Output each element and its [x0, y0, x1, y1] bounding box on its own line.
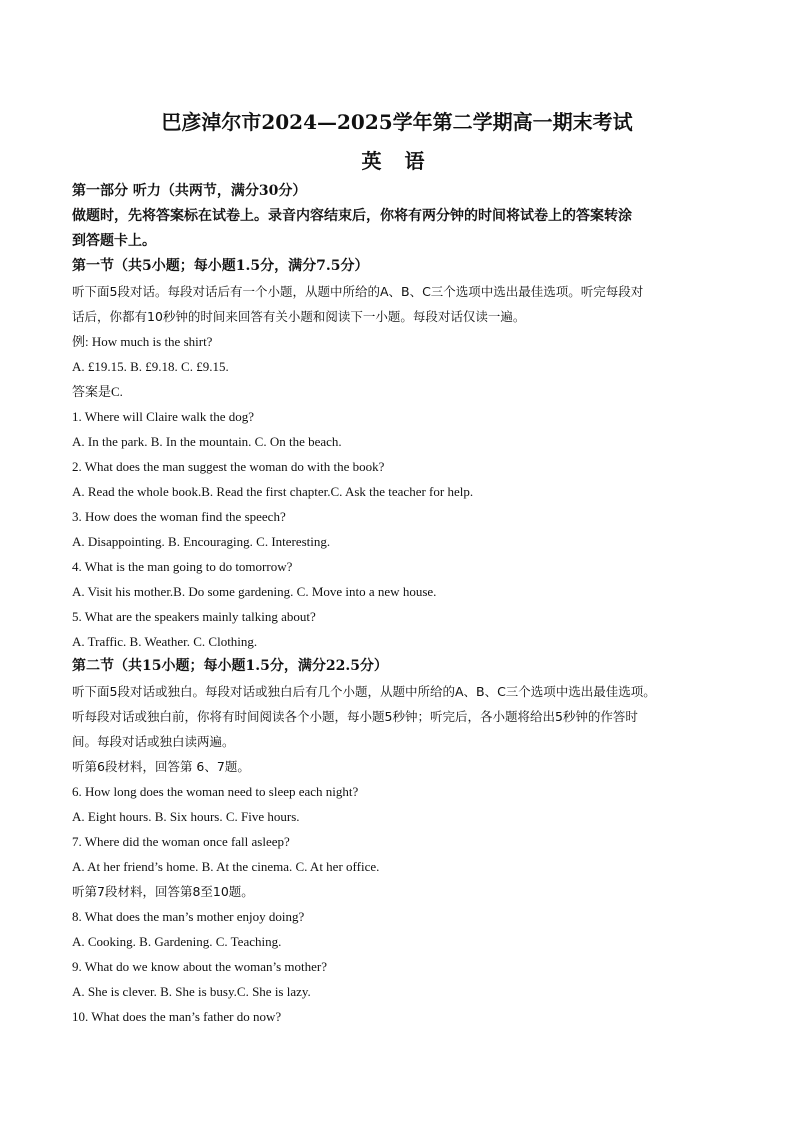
question-6-options: A. Eight hours. B. Six hours. C. Five hours.	[72, 809, 300, 824]
question-5: 5. What are the speakers mainly talking about?	[72, 609, 316, 624]
question-7: 7. Where did the woman once fall asleep?	[72, 834, 290, 849]
question-5-options: A. Traffic. B. Weather. C. Clothing.	[72, 634, 258, 649]
section1-instruction-cont: 话后，你都有10秒钟的时间来回答有关小题和阅读下一小题。每段对话仅读一遍。	[72, 309, 526, 324]
part1-heading: 第一部分 听力（共两节，满分30分）	[72, 183, 307, 199]
section1-heading: 第一节（共5小题；每小题1.5分，满分7.5分）	[72, 258, 369, 274]
example-question: 例: How much is the shirt?	[72, 334, 213, 349]
subject-title: 英 语	[361, 149, 433, 173]
question-3: 3. How does the woman find the speech?	[72, 509, 286, 524]
question-6: 6. How long does the woman need to sleep each night?	[72, 784, 359, 799]
material-7-note: 听第7段材料，回答第8至10题。	[72, 884, 254, 899]
question-8: 8. What does the man’s mother enjoy doing?	[72, 909, 305, 924]
section2-instruction: 听下面5段对话或独白。每段对话或独白后有几个小题，从题中所给的A、B、C三个选项中选出最佳选项。	[72, 684, 656, 699]
section2-instruction-end: 间。每段对话或独白读两遍。	[72, 734, 235, 749]
question-9-options: A. She is clever. B. She is busy.C. She is lazy.	[72, 984, 311, 999]
question-4: 4. What is the man going to do tomorrow?	[72, 559, 293, 574]
question-3-options: A. Disappointing. B. Encouraging. C. Interesting.	[72, 534, 331, 549]
question-2-options: A. Read the whole book.B. Read the first chapter.C. Ask the teacher for help.	[72, 484, 474, 499]
question-10: 10. What does the man’s father do now?	[72, 1009, 282, 1024]
example-options: A. £19.15. B. £9.18. C. £9.15.	[72, 359, 229, 374]
question-7-options: A. At her friend’s home. B. At the cinema. C. At her office.	[72, 859, 380, 874]
question-2: 2. What does the man suggest the woman do with the book?	[72, 459, 385, 474]
section2-instruction-cont: 听每段对话或独白前，你将有时间阅读各个小题，每小题5秒钟；听完后，各小题将给出5秒钟的作答时	[72, 709, 638, 724]
question-8-options: A. Cooking. B. Gardening. C. Teaching.	[72, 934, 282, 949]
section2-heading: 第二节（共15小题；每小题1.5分，满分22.5分）	[72, 658, 388, 674]
question-4-options: A. Visit his mother.B. Do some gardening. C. Move into a new house.	[72, 584, 437, 599]
question-9: 9. What do we know about the woman’s mother?	[72, 959, 328, 974]
example-answer: 答案是C.	[72, 384, 123, 399]
exam-title: 巴彦淖尔市2024—2025学年第二学期高一期末考试	[161, 110, 633, 134]
part1-instruction-cont: 到答题卡上。	[72, 233, 156, 249]
question-1-options: A. In the park. B. In the mountain. C. On the beach.	[72, 434, 342, 449]
material-6-note: 听第6段材料，回答第 6、7题。	[72, 759, 250, 774]
question-1: 1. Where will Claire walk the dog?	[72, 409, 255, 424]
part1-instruction: 做题时，先将答案标在试卷上。录音内容结束后，你将有两分钟的时间将试卷上的答案转涂	[72, 208, 632, 224]
section1-instruction: 听下面5段对话。每段对话后有一个小题，从题中所给的A、B、C三个选项中选出最佳选项。听完每段对	[72, 284, 644, 299]
